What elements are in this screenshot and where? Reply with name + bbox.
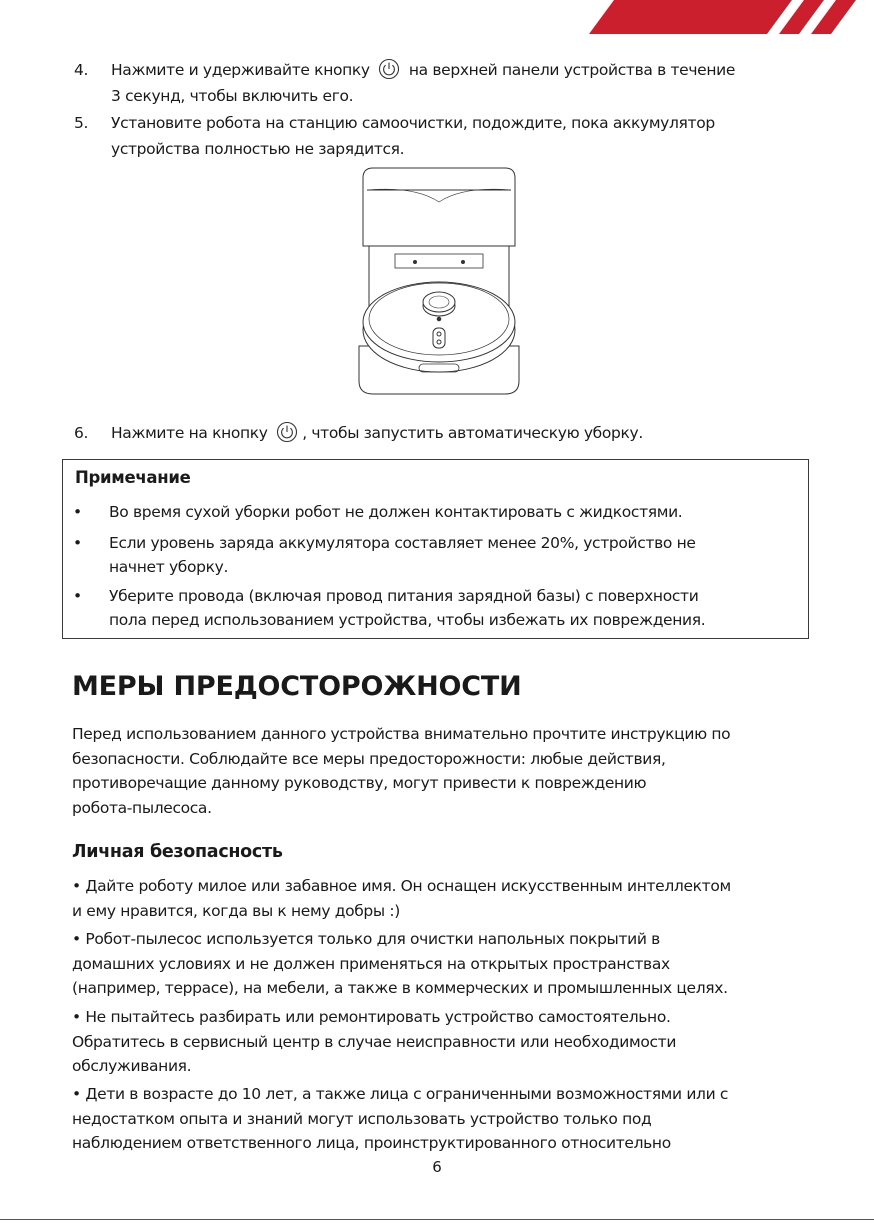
step-number: 5. bbox=[74, 114, 89, 132]
note-title: Примечание bbox=[75, 468, 191, 487]
text-line: наблюдением ответственного лица, проинструктированного относительно bbox=[72, 1134, 671, 1152]
step-text: на верхней панели устройства в течение bbox=[408, 61, 736, 79]
text-line: недостатком опыта и знаний могут использовать устройство только под bbox=[72, 1109, 652, 1128]
step-number: 6. bbox=[74, 424, 89, 442]
note-item-text: Если уровень заряда аккумулятора составляет менее 20%, устройство не bbox=[109, 534, 696, 552]
text-line: • Дайте роботу милое или забавное имя. Он оснащен искусственным интеллектом bbox=[72, 877, 731, 895]
note-item bbox=[73, 531, 793, 579]
text-line: • Робот-пылесос используется только для очистки напольных покрытий в bbox=[72, 930, 660, 948]
page-number: 6 bbox=[432, 1158, 442, 1176]
note-item-text: пола перед использованием устройства, чтобы избежать их повреждения. bbox=[109, 611, 706, 629]
note-box bbox=[62, 459, 809, 639]
bullet: • bbox=[73, 503, 82, 521]
step-6 bbox=[74, 420, 814, 446]
safety-item bbox=[72, 1082, 812, 1156]
text-line: и ему нравится, когда вы к нему добры :) bbox=[72, 901, 400, 920]
text-line: Перед использованием данного устройства внимательно прочтите инструкцию по bbox=[72, 725, 731, 743]
text-line: • Дети в возрасте до 10 лет, а также лица с ограниченными возможностями или с bbox=[72, 1085, 729, 1103]
note-item-text: Уберите провода (включая провод питания зарядной базы) с поверхности bbox=[109, 587, 699, 605]
bullet: • bbox=[73, 534, 82, 552]
note-item-text: начнет уборку. bbox=[109, 558, 229, 576]
step-5 bbox=[74, 110, 814, 162]
text-line: (например, террасе), на мебели, а также в коммерческих и промышленных целях. bbox=[72, 979, 728, 997]
note-item-text: Во время сухой уборки робот не должен контактировать с жидкостями. bbox=[109, 503, 683, 521]
step-number: 4. bbox=[74, 61, 89, 79]
text-line: робота-пылесоса. bbox=[72, 798, 212, 817]
power-icon bbox=[378, 58, 400, 80]
text-line: Обратитесь в сервисный центр в случае неисправности или необходимости bbox=[72, 1032, 677, 1051]
safety-intro bbox=[72, 722, 812, 820]
step-4 bbox=[74, 57, 814, 109]
step-text: 3 секунд, чтобы включить его. bbox=[111, 87, 354, 105]
step-text: устройства полностью не зарядится. bbox=[111, 140, 405, 158]
bullet: • bbox=[73, 587, 82, 605]
step-text: Установите робота на станцию самоочистки, подождите, пока аккумулятор bbox=[111, 114, 715, 132]
safety-item bbox=[72, 874, 812, 923]
text-line: обслуживания. bbox=[72, 1057, 192, 1075]
safety-item bbox=[72, 1005, 812, 1079]
subsection-heading: Личная безопасность bbox=[72, 842, 283, 862]
text-line: домашних условиях и не должен применяться на открытых пространствах bbox=[72, 954, 670, 973]
note-item bbox=[73, 584, 793, 632]
safety-item bbox=[72, 927, 812, 1001]
text-line: противоречащие данному руководству, могут привести к повреждению bbox=[72, 774, 647, 792]
text-line: • Не пытайтесь разбирать или ремонтировать устройство самостоятельно. bbox=[72, 1008, 671, 1026]
bottom-rule bbox=[0, 1219, 874, 1220]
robot-vacuum-illustration bbox=[355, 166, 523, 398]
text-line: безопасности. Соблюдайте все меры предосторожности: любые действия, bbox=[72, 749, 666, 768]
section-heading: МЕРЫ ПРЕДОСТОРОЖНОСТИ bbox=[72, 671, 522, 702]
step-text: , чтобы запустить автоматическую уборку. bbox=[302, 424, 643, 442]
brand-stripes-decoration bbox=[474, 0, 874, 34]
step-text: Нажмите и удерживайте кнопку bbox=[111, 61, 370, 79]
power-icon bbox=[276, 421, 298, 443]
step-text: Нажмите на кнопку bbox=[111, 424, 268, 442]
note-item bbox=[73, 500, 793, 524]
